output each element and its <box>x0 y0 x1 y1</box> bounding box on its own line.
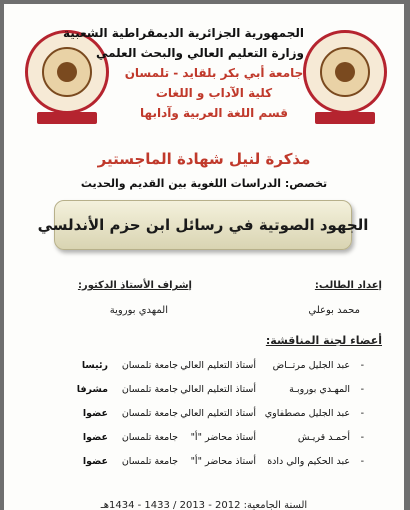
supervisor-name: المهدي بوروية <box>109 305 168 316</box>
thesis-title: الجهود الصوتية في رسائل ابن حزم الأندلسي <box>37 216 369 234</box>
member-rank: أستاذ التعليم العالي <box>180 384 256 395</box>
member-rank: أستاذ التعليم العالي <box>180 360 256 371</box>
row-dash: - <box>360 408 364 419</box>
member-name: عبد الجليل مرتــاض <box>272 360 350 371</box>
thesis-title-box <box>37 200 369 250</box>
supervisor-label: إشراف الأستاذ الدكتور: <box>77 280 192 291</box>
degree-heading: مذكرة لنيل شهادة الماجستير <box>97 150 311 168</box>
university-seal-right-icon <box>300 22 390 128</box>
member-university: جامعة تلمسان <box>121 360 178 371</box>
academic-year: السنة الجامعية: 2012 - 2013 / 1433 - 1434هـ <box>100 500 308 510</box>
member-role: عضوا <box>82 432 108 443</box>
member-rank: أستاذ محاضر "أ" <box>190 456 256 467</box>
department-name: قسم اللغة العربية وآدابها <box>140 106 288 120</box>
committee-heading: أعضاء لجنة المناقشة: <box>265 334 382 347</box>
member-rank: أستاذ محاضر "أ" <box>190 432 256 443</box>
member-name: عبد الجليل مصطفاوي <box>264 408 350 419</box>
member-university: جامعة تلمسان <box>121 408 178 419</box>
member-role: عضوا <box>82 408 108 419</box>
student-name: محمد بوعلي <box>308 305 360 316</box>
committee-row <box>28 456 364 472</box>
member-role: عضوا <box>82 456 108 467</box>
specialty-line: تخصص: الدراسات اللغوية بين القديم والحديث <box>80 177 328 190</box>
member-role: مشرفا <box>76 384 108 395</box>
member-name: أحمـد قريـش <box>297 432 350 443</box>
member-name: المهـدي بوروبـة <box>289 384 350 395</box>
row-dash: - <box>360 456 364 467</box>
faculty-name: كلية الآداب و اللغات <box>155 86 273 100</box>
thesis-cover-page <box>4 4 404 510</box>
committee-row <box>28 408 364 424</box>
ministry-name: وزارة التعليم العالي والبحث العلمي <box>95 46 304 60</box>
row-dash: - <box>360 432 364 443</box>
republic-name: الجمهورية الجزائرية الديمقراطية الشعبية <box>62 26 304 40</box>
row-dash: - <box>360 360 364 371</box>
member-university: جامعة تلمسان <box>121 384 178 395</box>
member-university: جامعة تلمسان <box>121 456 178 467</box>
member-rank: أستاذ التعليم العالي <box>180 408 256 419</box>
member-university: جامعة تلمسان <box>121 432 178 443</box>
committee-row <box>28 432 364 448</box>
member-role: رئيسا <box>81 360 108 371</box>
row-dash: - <box>360 384 364 395</box>
member-name: عبد الحكيم والي دادة <box>267 456 350 467</box>
student-label: إعداد الطالب: <box>314 280 382 291</box>
committee-row <box>28 384 364 400</box>
university-name: جامعة أبي بكر بلقايد - تلمسان <box>124 66 304 80</box>
committee-row <box>28 360 364 376</box>
